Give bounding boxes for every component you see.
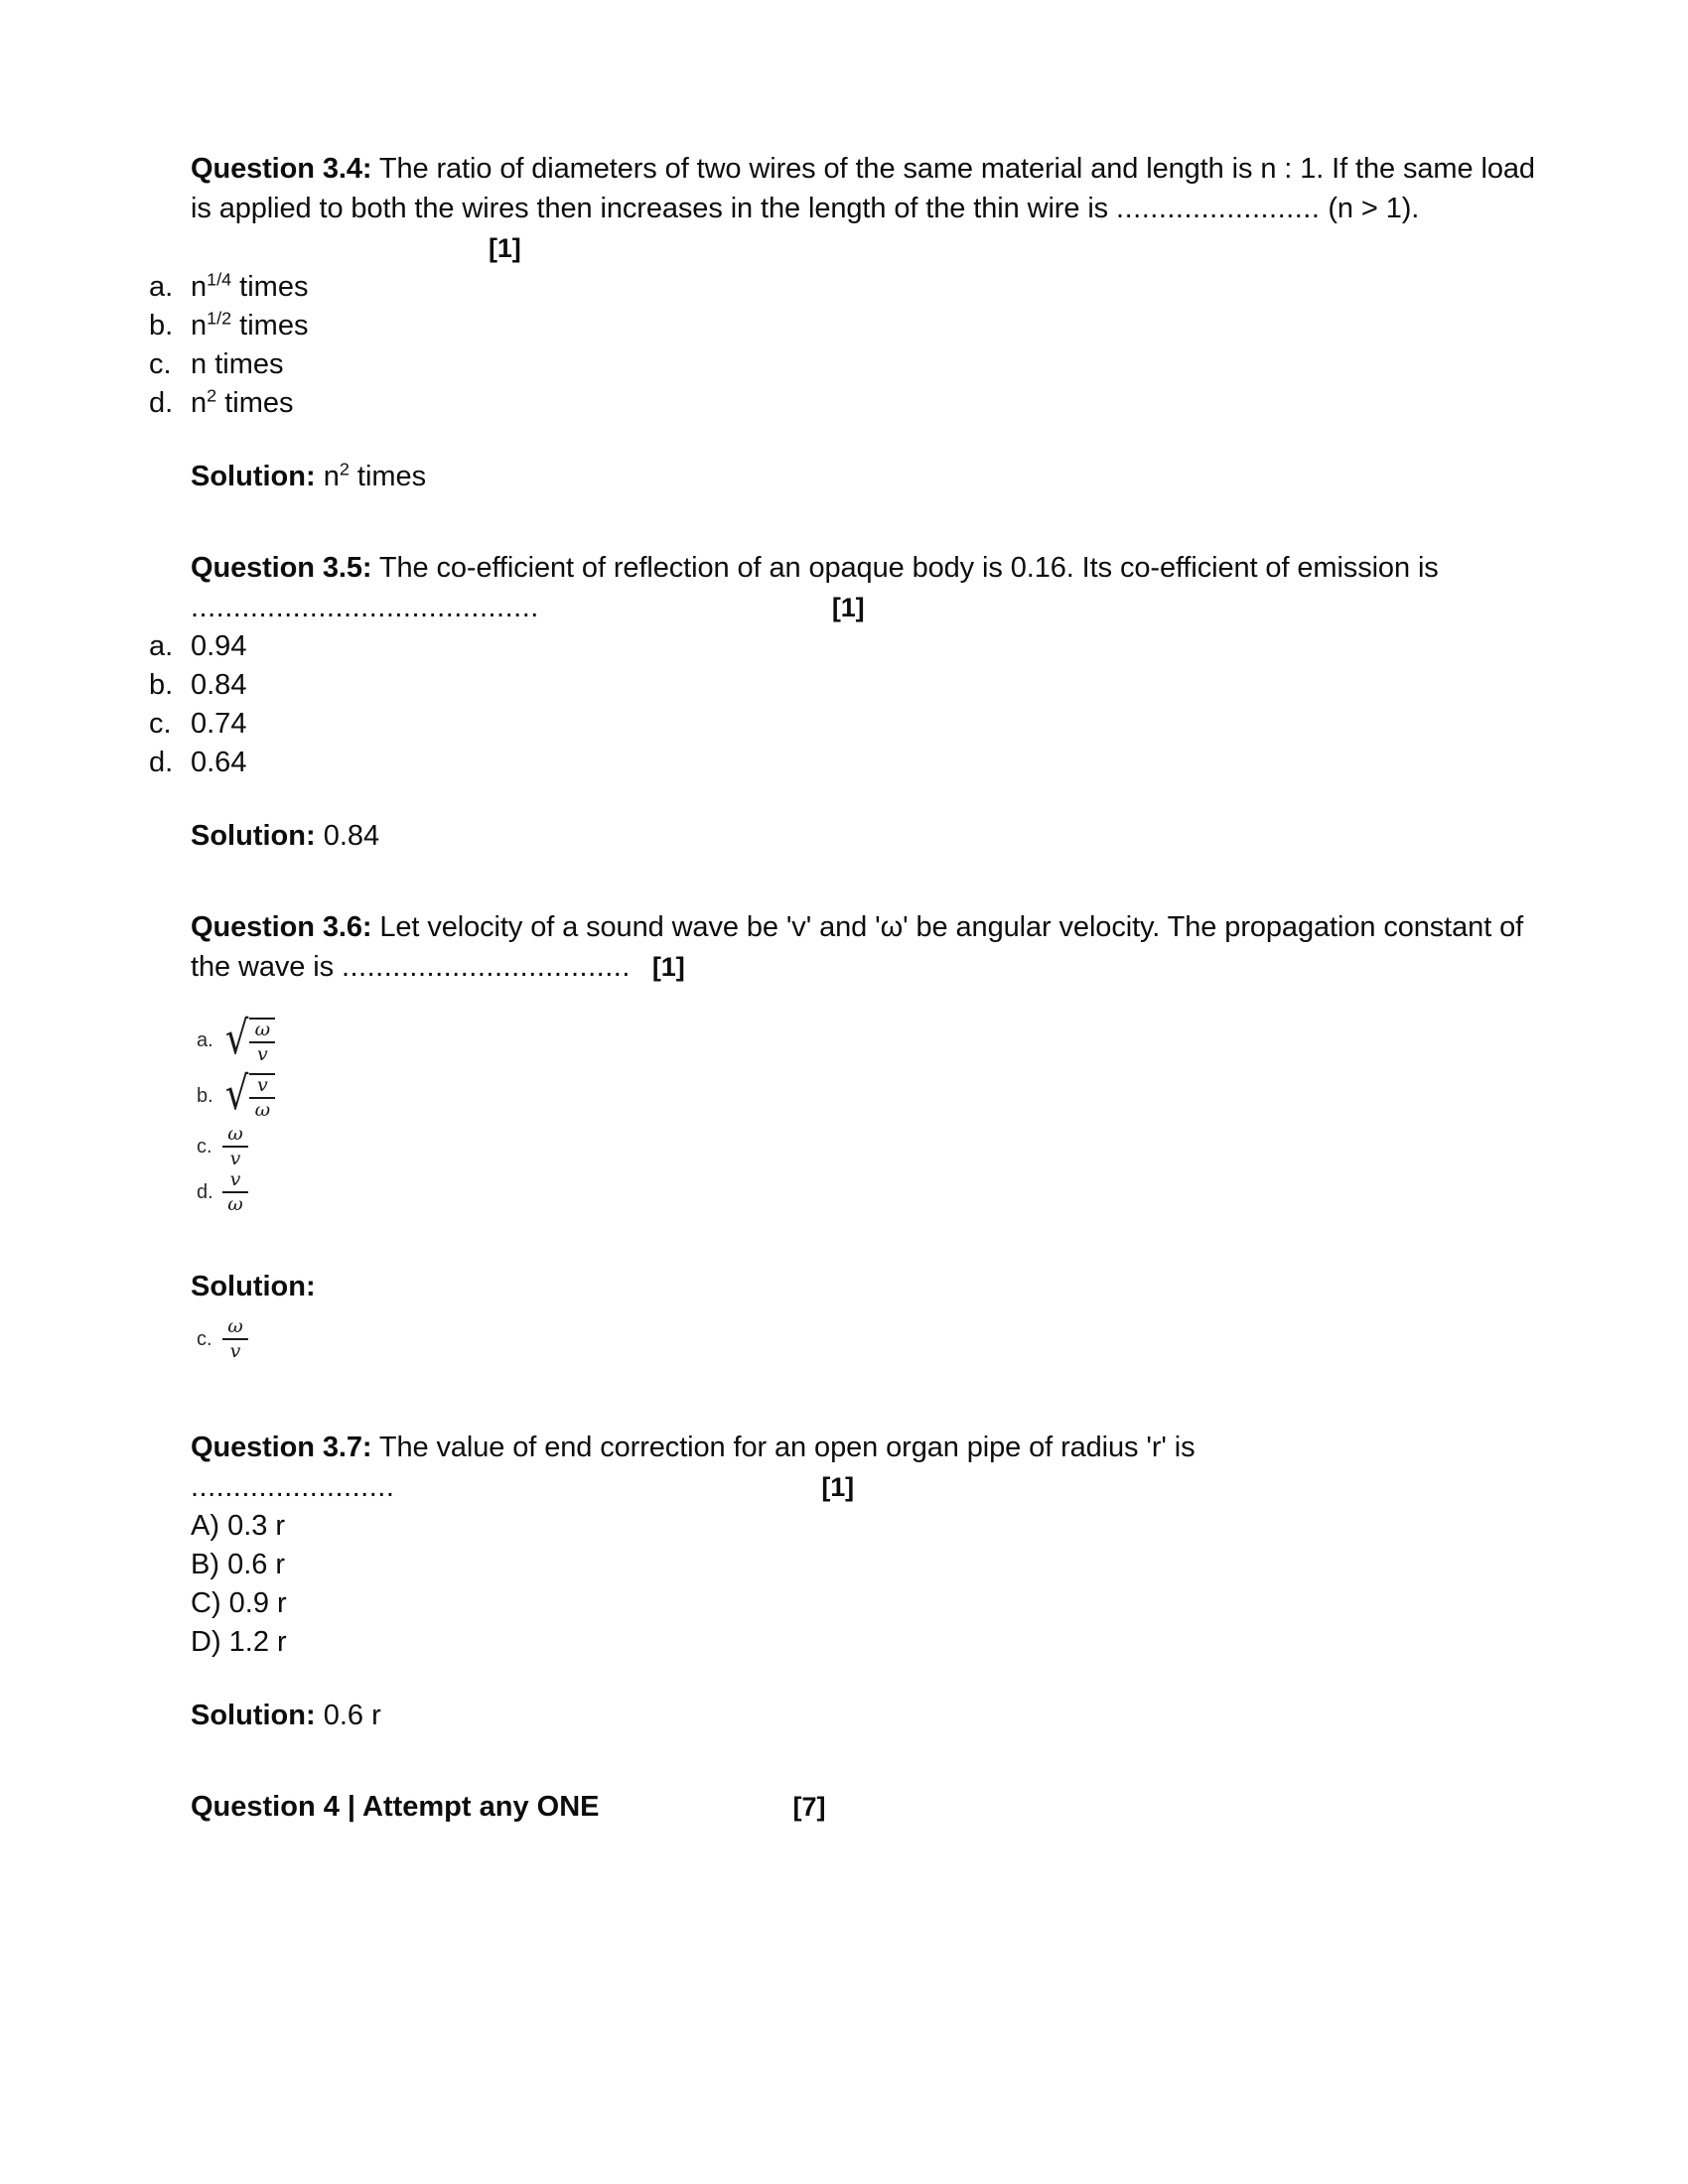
document-content	[149, 149, 1559, 1827]
option-b-marker: b.	[149, 669, 174, 701]
option-b-base: n	[191, 310, 208, 341]
question-4-mark: [7]	[792, 1792, 826, 1822]
solution-3-4-label: Solution:	[191, 461, 316, 492]
question-3-4-body: The ratio of diameters of two wires of the same material and length is n : 1. If the same load is applied to both the wires then increases in the length of the thin wire is	[191, 153, 1535, 224]
solution-3-5-value: 0.84	[315, 820, 380, 852]
option-d-fraction	[222, 1170, 248, 1214]
option-a[interactable]	[149, 268, 1559, 307]
option-c[interactable]	[197, 1124, 1559, 1169]
option-b-marker: b.	[149, 310, 174, 341]
option-c-fraction	[222, 1125, 248, 1168]
option-C-value: 0.9 r	[228, 1587, 287, 1619]
option-b-numerator: v	[256, 1073, 268, 1096]
question-3-7-text	[149, 1428, 1559, 1467]
solution-3-4-base: n	[315, 461, 340, 492]
question-3-4-mark: [1]	[489, 233, 521, 263]
option-b-tail: times	[231, 310, 309, 341]
sqrt-icon	[222, 1010, 275, 1065]
question-3-6-options	[149, 1010, 1559, 1215]
question-3-6-text	[149, 907, 1559, 987]
question-3-4-body-tail: (n > 1).	[1320, 193, 1420, 224]
solution-3-6-option	[197, 1316, 1559, 1362]
question-3-6-mark: [1]	[651, 952, 685, 982]
option-A-marker: A)	[191, 1510, 219, 1542]
question-3-6-dots: ..................................	[341, 951, 631, 983]
option-c[interactable]	[149, 345, 1559, 384]
option-c-tail: times	[207, 348, 284, 380]
option-d-numerator: v	[229, 1168, 241, 1190]
option-C-marker: C)	[191, 1587, 221, 1619]
option-b-denominator: ω	[254, 1098, 271, 1121]
question-3-4-text	[149, 149, 1559, 268]
option-b-value: 0.84	[191, 669, 247, 701]
solution-3-5-label: Solution:	[191, 820, 316, 852]
option-d-marker: d.	[149, 387, 174, 419]
option-a-value: 0.94	[191, 630, 247, 662]
question-4-block	[149, 1787, 1559, 1827]
question-3-7-dots: ........................	[191, 1471, 395, 1503]
option-b-exponent: 1/2	[207, 308, 232, 329]
option-a-base: n	[191, 271, 208, 303]
question-3-6-body: Let velocity of a sound wave be 'v' and 'ω' be angular velocity. The propagation constant of the wave is	[191, 911, 1524, 983]
question-3-7-mark: [1]	[821, 1472, 855, 1502]
question-4-heading-row	[149, 1787, 1559, 1827]
question-3-6-label: Question 3.6:	[191, 911, 372, 943]
question-3-4-label: Question 3.4:	[191, 153, 372, 185]
question-3-5-mark: [1]	[831, 593, 865, 622]
option-c-denominator: v	[229, 1148, 241, 1169]
option-a-numerator: ω	[254, 1018, 271, 1040]
option-d[interactable]	[149, 744, 1559, 782]
solution-3-6-denominator: v	[229, 1340, 241, 1362]
option-b[interactable]	[149, 666, 1559, 705]
option-C[interactable]	[149, 1584, 1559, 1623]
option-d-denominator: ω	[227, 1193, 243, 1215]
option-d-exponent: 2	[207, 385, 217, 406]
option-a[interactable]	[149, 627, 1559, 666]
question-3-5-text	[149, 548, 1559, 627]
question-3-5-block	[149, 548, 1559, 856]
option-b[interactable]	[149, 307, 1559, 345]
option-A-value: 0.3 r	[227, 1510, 286, 1542]
question-3-7-body: The value of end correction for an open organ pipe of radius 'r' is	[371, 1432, 1196, 1463]
solution-3-5	[149, 816, 1559, 856]
option-a[interactable]	[197, 1010, 1559, 1068]
sqrt-icon	[222, 1065, 275, 1121]
solution-3-6	[149, 1267, 1559, 1306]
option-d-marker: d.	[197, 1180, 213, 1203]
solution-3-7-label: Solution:	[191, 1700, 316, 1731]
option-d-value: 0.64	[191, 747, 247, 778]
question-3-7-block	[149, 1428, 1559, 1735]
radical-glyph: √	[224, 1010, 249, 1064]
solution-3-7	[149, 1696, 1559, 1735]
solution-3-4	[149, 457, 1559, 496]
question-3-4-options	[149, 268, 1559, 423]
option-a-exponent: 1/4	[207, 269, 232, 290]
radical-glyph: √	[224, 1065, 249, 1120]
option-B[interactable]	[149, 1546, 1559, 1584]
option-B-value: 0.6 r	[227, 1549, 286, 1580]
option-a-marker: a.	[149, 630, 174, 662]
option-c[interactable]	[149, 705, 1559, 744]
question-3-5-label: Question 3.5:	[191, 552, 372, 584]
option-a-denominator: v	[256, 1042, 268, 1065]
question-3-4-block	[149, 149, 1559, 496]
option-c-marker: c.	[197, 1135, 212, 1158]
question-4-heading: Question 4 | Attempt any ONE	[191, 1791, 600, 1823]
solution-3-7-value: 0.6 r	[315, 1700, 381, 1731]
solution-3-6-fraction	[222, 1317, 248, 1361]
option-b-fraction	[249, 1073, 275, 1121]
option-d-tail: times	[216, 387, 294, 419]
solution-3-4-tail: times	[349, 461, 427, 492]
question-3-7-label: Question 3.7:	[191, 1432, 372, 1463]
option-a-fraction	[249, 1018, 275, 1065]
option-c-marker: c.	[149, 708, 172, 740]
option-c-marker: c.	[149, 348, 172, 380]
solution-3-6-label: Solution:	[191, 1271, 316, 1302]
option-d[interactable]	[149, 384, 1559, 423]
option-d[interactable]	[197, 1169, 1559, 1215]
solution-3-6-math	[149, 1316, 1559, 1362]
option-D[interactable]	[149, 1623, 1559, 1662]
question-3-5-options	[149, 627, 1559, 782]
question-3-5-dots: .........................................	[191, 592, 539, 623]
solution-3-6-numerator: ω	[227, 1315, 243, 1337]
option-D-marker: D)	[191, 1626, 221, 1658]
question-3-7-options	[149, 1507, 1559, 1662]
option-B-marker: B)	[191, 1549, 219, 1580]
question-3-4-dots: ........................	[1116, 193, 1321, 224]
option-a-marker: a.	[149, 271, 174, 303]
option-d-base: n	[191, 387, 208, 419]
question-3-6-block	[149, 907, 1559, 1362]
option-c-base: n	[191, 348, 208, 380]
option-a-marker: a.	[197, 1028, 213, 1051]
option-A[interactable]	[149, 1507, 1559, 1546]
option-d-marker: d.	[149, 747, 174, 778]
question-3-7-dots-line	[149, 1467, 1559, 1507]
option-b[interactable]	[197, 1065, 1559, 1124]
option-D-value: 1.2 r	[228, 1626, 287, 1658]
option-c-numerator: ω	[227, 1123, 243, 1145]
solution-3-4-exponent: 2	[339, 459, 350, 479]
solution-3-6-marker: c.	[197, 1327, 212, 1350]
option-b-marker: b.	[197, 1084, 213, 1107]
option-a-tail: times	[231, 271, 309, 303]
option-c-value: 0.74	[191, 708, 247, 740]
question-3-5-body: The co-efficient of reflection of an opaque body is 0.16. Its co-efficient of emission is	[371, 552, 1439, 584]
